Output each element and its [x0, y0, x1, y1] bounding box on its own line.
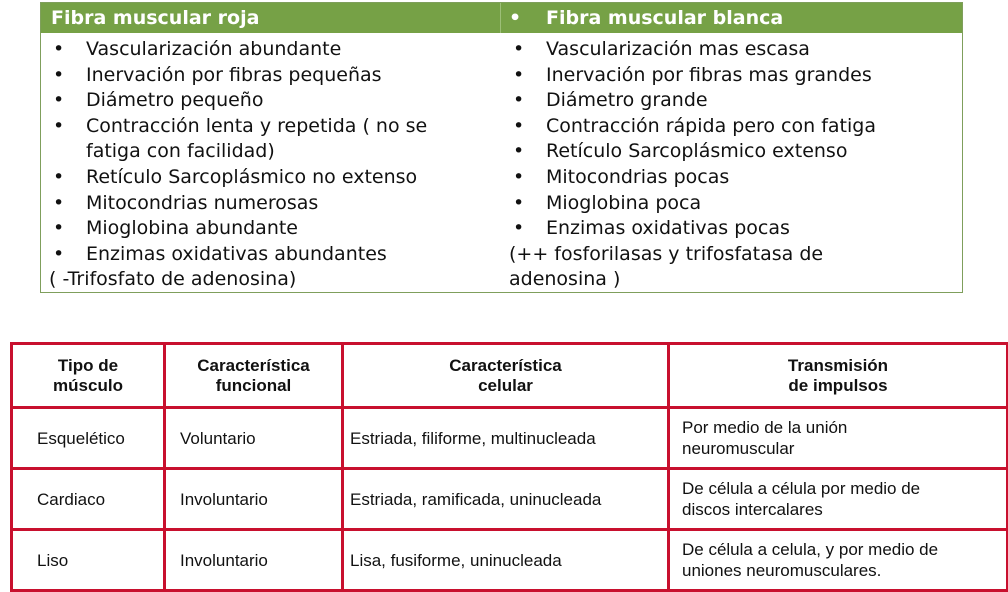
- cell-line: Por medio de la unión: [682, 418, 848, 437]
- table-row: [12, 530, 1008, 591]
- list-item: [509, 139, 962, 165]
- list-item: [509, 114, 962, 140]
- cell-celular: Estriada, ramificada, uninucleada: [343, 469, 669, 530]
- list-item-text: Contracción rápida pero con fatiga: [546, 114, 876, 137]
- list-item: [509, 242, 962, 268]
- cell-celular: Estriada, filiforme, multinucleada: [343, 408, 669, 469]
- list-item-text: Mioglobina abundante: [86, 217, 298, 240]
- list-item: [509, 191, 962, 217]
- table-header-row: [12, 344, 1008, 408]
- list-item: [49, 216, 501, 242]
- header-line: celular: [478, 375, 533, 395]
- white-fiber-header-cell: [501, 3, 962, 33]
- header-caracteristica-celular: [343, 344, 669, 408]
- cell-tipo: Esquelético: [12, 408, 165, 469]
- cell-tipo: Liso: [12, 530, 165, 591]
- list-item-text: Inervación por fibras mas grandes: [546, 63, 872, 86]
- bullet-icon: •: [53, 242, 65, 265]
- list-item-text: Contracción lenta y repetida ( no se: [86, 114, 428, 137]
- table-row: [12, 408, 1008, 469]
- list-item-text: Mitocondrias numerosas: [86, 191, 319, 214]
- list-item-text: Retículo Sarcoplásmico no extenso: [86, 165, 418, 188]
- bullet-icon: •: [53, 38, 65, 60]
- list-item-text: Enzimas oxidativas pocas: [546, 217, 790, 240]
- bullet-icon: •: [513, 63, 525, 86]
- bullet-icon: •: [513, 165, 525, 188]
- list-item: [49, 37, 501, 63]
- bullet-icon: •: [53, 114, 65, 137]
- cell-transmision: [669, 408, 1008, 469]
- list-item-text: fatiga con facilidad): [86, 140, 275, 163]
- bullet-icon: •: [53, 217, 65, 240]
- list-item: [49, 165, 501, 191]
- header-line: Transmisión: [787, 355, 889, 375]
- header-line: de impulsos: [788, 375, 888, 395]
- cell-line: uniones neuromusculares.: [682, 561, 882, 580]
- list-item: [509, 165, 962, 191]
- cell-funcional: Involuntario: [165, 469, 343, 530]
- fiber-table-body: [41, 33, 962, 293]
- list-item-text: (++ fosforilasas y trifosfatasa de: [509, 242, 824, 265]
- list-item-text: Diámetro pequeño: [86, 89, 264, 112]
- list-item: [49, 191, 501, 217]
- cell-transmision: [669, 469, 1008, 530]
- bullet-icon: •: [53, 191, 65, 214]
- header-transmision-impulsos: [669, 344, 1008, 408]
- cell-celular: Lisa, fusiforme, uninucleada: [343, 530, 669, 591]
- cell-funcional: Voluntario: [165, 408, 343, 469]
- red-fiber-column: [41, 33, 501, 293]
- bullet-icon: •: [513, 191, 525, 214]
- cell-funcional: Involuntario: [165, 530, 343, 591]
- list-item-text: Mioglobina poca: [546, 191, 702, 214]
- list-item-text: Vascularización mas escasa: [546, 38, 810, 60]
- bullet-icon: •: [513, 89, 525, 112]
- bullet-icon: •: [53, 63, 65, 86]
- muscle-types-table: [10, 342, 1008, 592]
- bullet-icon: •: [513, 140, 525, 163]
- table-row: [12, 469, 1008, 530]
- cell-transmision: [669, 530, 1008, 591]
- list-item-text: adenosina ): [509, 268, 621, 291]
- list-item-text: Mitocondrias pocas: [546, 165, 730, 188]
- list-item-text: Diámetro grande: [546, 89, 708, 112]
- list-item: [49, 114, 501, 140]
- list-item-text: Vascularización abundante: [86, 38, 342, 60]
- list-item: [49, 88, 501, 114]
- bullet-icon: •: [513, 114, 525, 137]
- header-line: músculo: [53, 375, 123, 395]
- cell-line: De célula a célula por medio de: [682, 479, 921, 498]
- bullet-icon: •: [513, 38, 525, 60]
- bullet-icon: •: [513, 217, 525, 240]
- header-line: funcional: [215, 375, 292, 395]
- list-item: [49, 63, 501, 89]
- header-line: Característica: [197, 355, 310, 375]
- cell-line: neuromuscular: [682, 439, 795, 458]
- header-caracteristica-funcional: [165, 344, 343, 408]
- bullet-icon: •: [53, 89, 65, 112]
- list-item-text: Inervación por fibras pequeñas: [86, 63, 382, 86]
- list-item: [49, 139, 501, 165]
- list-item: [509, 267, 962, 293]
- list-item-text: ( -Trifosfato de adenosina): [49, 268, 297, 291]
- list-item: [509, 216, 962, 242]
- header-line: Característica: [449, 355, 562, 375]
- list-item: [509, 63, 962, 89]
- cell-line: discos intercalares: [682, 500, 823, 519]
- list-item: [49, 242, 501, 268]
- red-fiber-title: Fibra muscular roja: [41, 3, 501, 33]
- list-item-text: Enzimas oxidativas abundantes: [86, 242, 387, 265]
- cell-line: De célula a celula, y por medio de: [682, 540, 939, 559]
- white-fiber-title-bullet: •: [509, 7, 522, 29]
- white-fiber-column: [501, 33, 962, 293]
- list-item: [509, 88, 962, 114]
- list-item: [49, 267, 501, 293]
- header-tipo-musculo: [12, 344, 165, 408]
- fiber-table-header: [41, 3, 962, 33]
- header-line: Tipo de: [57, 355, 119, 375]
- list-item: [509, 37, 962, 63]
- list-item-text: Retículo Sarcoplásmico extenso: [546, 140, 848, 163]
- cell-tipo: Cardiaco: [12, 469, 165, 530]
- white-fiber-title: Fibra muscular blanca: [546, 7, 784, 29]
- fiber-comparison-table: [40, 2, 963, 293]
- bullet-icon: •: [53, 165, 65, 188]
